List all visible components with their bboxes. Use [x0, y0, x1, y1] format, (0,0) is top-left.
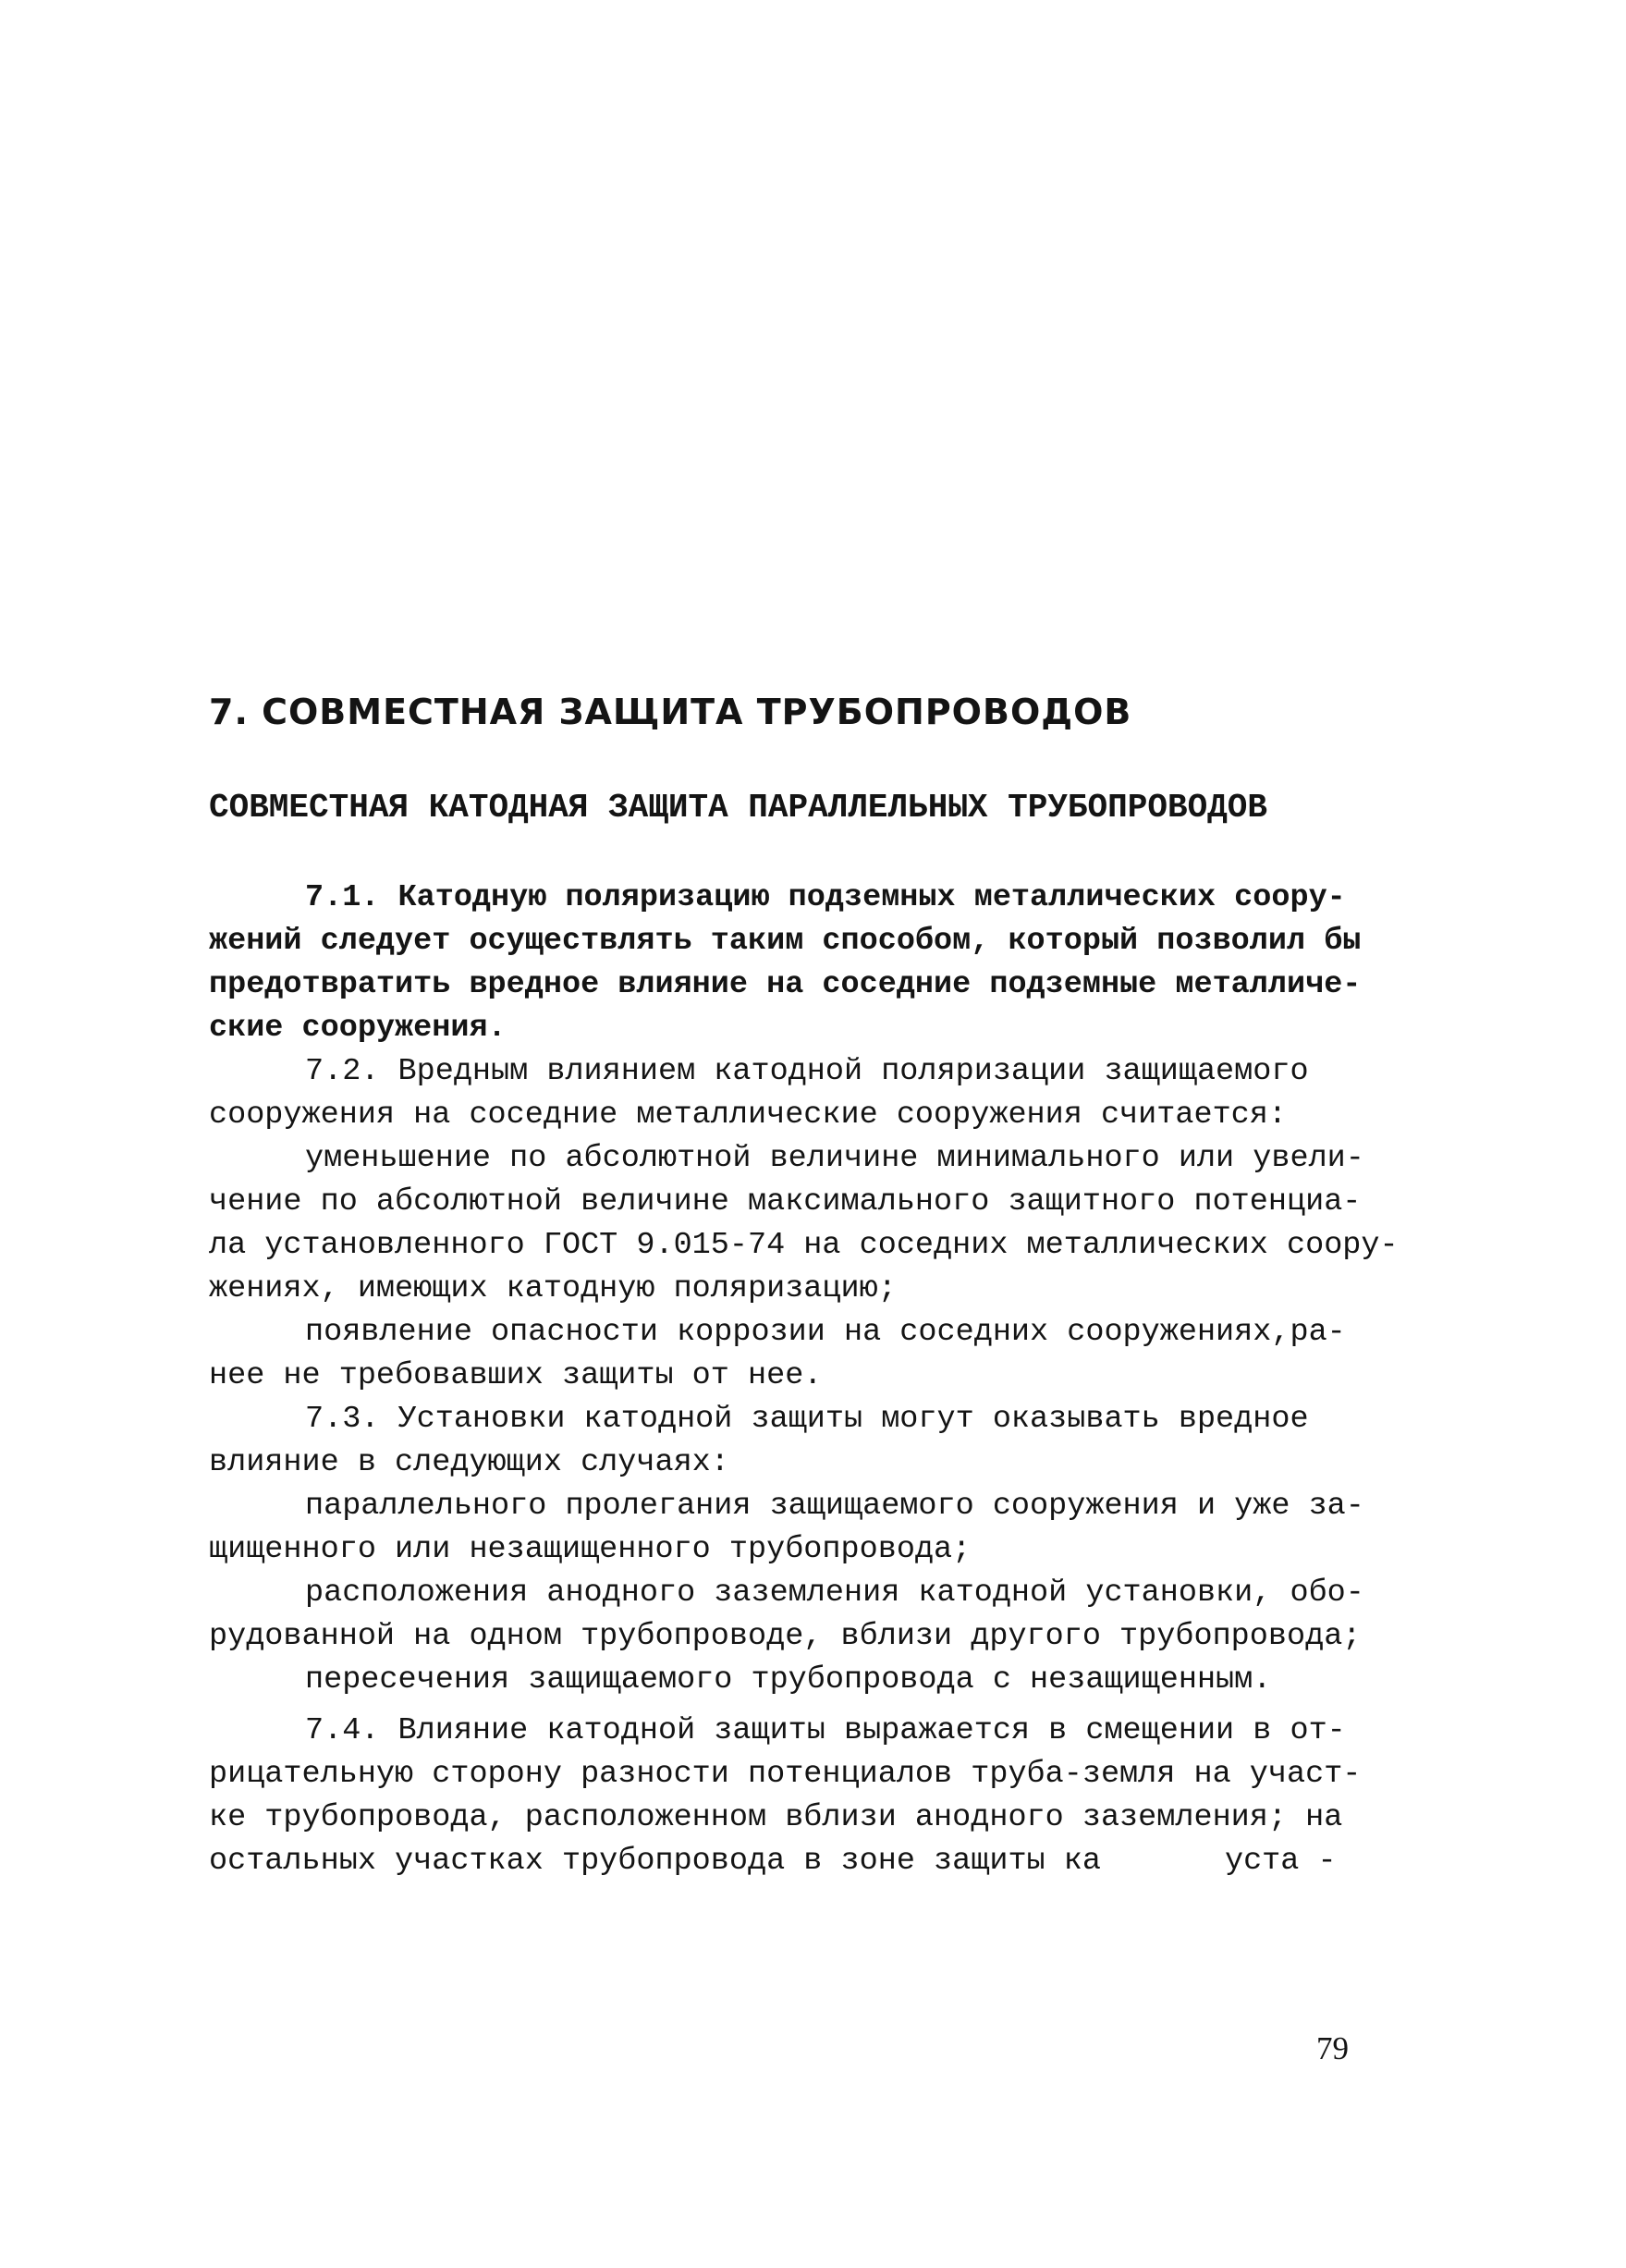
paragraph-7-4	[209, 1710, 1401, 1883]
text-line: параллельного пролегания защищаемого сооружения и уже за-	[305, 1489, 1364, 1524]
text-line: расположения анодного заземления катодной установки, обо-	[305, 1575, 1364, 1611]
text-line: 7.2. Вредным влиянием катодной поляризации защищаемого	[305, 1054, 1309, 1089]
text-line: ке трубопровода, расположенном вблизи анодного заземления; на	[209, 1800, 1343, 1835]
list-item-corrosion-danger	[209, 1311, 1401, 1398]
paragraph-7-2	[209, 1050, 1401, 1137]
text-line: предотвратить вредное влияние на соседние подземные металличе-	[209, 967, 1362, 1002]
text-line: 7.4. Влияние катодной защиты выражается в смещении в от-	[305, 1713, 1346, 1748]
text-line: пересечения защищаемого трубопровода с незащищенным.	[305, 1662, 1272, 1698]
text-line: появление опасности коррозии на соседних сооружениях,ра-	[305, 1315, 1346, 1350]
text-line: рицательную сторону разности потенциалов труба-земля на участ-	[209, 1757, 1362, 1792]
text-fragment: уста -	[1224, 1844, 1337, 1879]
text-line: щищенного или незащищенного трубопровода;	[209, 1532, 972, 1567]
text-line: жениях, имеющих катодную поляризацию;	[209, 1271, 897, 1306]
page-number: 79	[1316, 2030, 1349, 2066]
text-line: нее не требовавших защиты от нее.	[209, 1358, 823, 1393]
section-title: 7. СОВМЕСТНАЯ ЗАЩИТА ТРУБОПРОВОДОВ	[209, 692, 1132, 732]
text-line: влияние в следующих случаях:	[209, 1445, 729, 1480]
text-line: жений следует осуществлять таким способом, который позволил бы	[209, 924, 1362, 959]
subsection-title: СОВМЕСТНАЯ КАТОДНАЯ ЗАЩИТА ПАРАЛЛЕЛЬНЫХ ТРУБОПРОВОДОВ	[209, 789, 1267, 827]
text-line: рудованной на одном трубопроводе, вблизи другого трубопровода;	[209, 1619, 1362, 1654]
list-item-crossing	[209, 1659, 1401, 1702]
list-item-anode-location	[209, 1572, 1401, 1659]
text-line: чение по абсолютной величине максимального защитного потенциа-	[209, 1184, 1362, 1220]
text-line: сооружения на соседние металлические сооружения считается:	[209, 1097, 1287, 1133]
body-text	[209, 877, 1401, 1883]
list-item-parallel	[209, 1485, 1401, 1572]
list-item-decrease	[209, 1137, 1401, 1311]
paragraph-7-3	[209, 1398, 1401, 1485]
text-fragment: остальных участках трубопровода в зоне защиты ка	[209, 1844, 1101, 1879]
text-line: ские сооружения.	[209, 1011, 507, 1046]
text-line: 7.1. Катодную поляризацию подземных металлических соору-	[305, 880, 1346, 915]
text-line: уменьшение по абсолютной величине минимального или увели-	[305, 1141, 1364, 1176]
text-line: 7.3. Установки катодной защиты могут оказывать вредное	[305, 1402, 1309, 1437]
text-line: ла установленного ГОСТ 9.015-74 на соседних металлических соору-	[209, 1228, 1399, 1263]
paragraph-7-1	[209, 877, 1401, 1050]
text-line-truncated	[209, 1840, 1401, 1883]
